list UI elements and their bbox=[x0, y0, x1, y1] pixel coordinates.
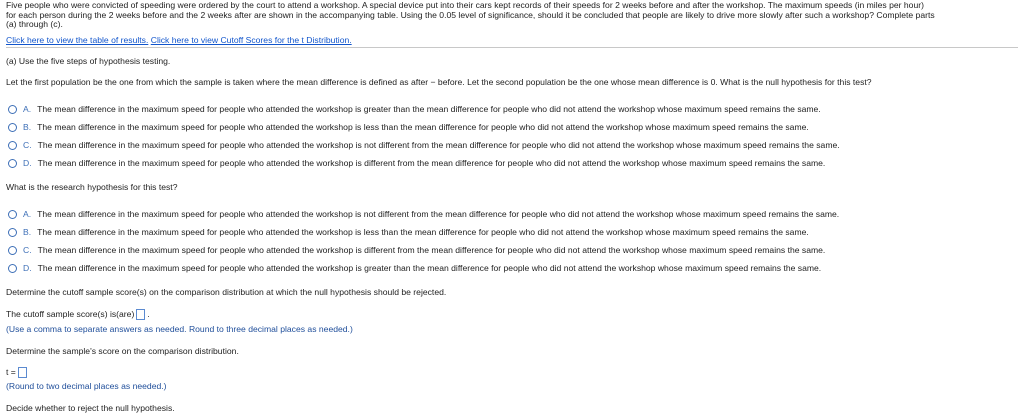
resource-links bbox=[6, 35, 352, 45]
radio-button[interactable] bbox=[8, 159, 17, 168]
radio-button[interactable] bbox=[8, 210, 17, 219]
research-option-c[interactable] bbox=[8, 244, 825, 256]
problem-statement bbox=[6, 1, 1018, 30]
null-hypothesis-question: Let the first population be the one from which the sample is taken where the mean difference is defined as after − before. Let the second population be the one whose mean difference is 0. What is the null hypothesis for this test? bbox=[6, 77, 872, 87]
decide-question: Decide whether to reject the null hypothesis. bbox=[6, 403, 175, 413]
null-option-c[interactable] bbox=[8, 139, 840, 151]
research-option-d[interactable] bbox=[8, 262, 821, 274]
option-text: The mean difference in the maximum speed for people who attended the workshop is less than the mean difference for people who did not attend the workshop whose maximum speed remains the same. bbox=[37, 122, 809, 132]
cutoff-hint: (Use a comma to separate answers as needed. Round to three decimal places as needed.) bbox=[6, 324, 353, 334]
problem-line-2: for each person during the 2 weeks before and the 2 weeks after are shown in the accompanying table. Using the 0.05 level of significance, should it be concluded that people are likely to drive more slowly after such a workshop? Complete parts bbox=[6, 9, 935, 20]
t-prefix: t = bbox=[6, 367, 16, 377]
view-table-link[interactable]: Click here to view the table of results. bbox=[6, 35, 149, 45]
research-option-b[interactable] bbox=[8, 226, 809, 238]
null-option-d[interactable] bbox=[8, 157, 825, 169]
radio-button[interactable] bbox=[8, 105, 17, 114]
option-letter: B. bbox=[23, 227, 32, 237]
option-letter: A. bbox=[23, 209, 32, 219]
cutoff-question: Determine the cutoff sample score(s) on the comparison distribution at which the null hypothesis should be rejected. bbox=[6, 287, 447, 297]
null-option-a[interactable] bbox=[8, 103, 821, 115]
option-text: The mean difference in the maximum speed for people who attended the workshop is greater than the mean difference for people who did not attend the workshop whose maximum speed remains the same. bbox=[37, 104, 821, 114]
problem-line-3: (a) through (c). bbox=[6, 19, 63, 30]
t-answer-input[interactable] bbox=[18, 367, 27, 378]
radio-button[interactable] bbox=[8, 246, 17, 255]
cutoff-answer-input[interactable] bbox=[136, 309, 145, 320]
option-text: The mean difference in the maximum speed for people who attended the workshop is not different from the mean difference for people who did not attend the workshop whose maximum speed remains the same. bbox=[37, 209, 840, 219]
problem-line-1: Five people who were convicted of speeding were ordered by the court to attend a workshop. A special device put into their cars kept records of their speeds for 2 weeks before and after the workshop. The maximum speeds (in miles per hour) bbox=[6, 0, 924, 10]
cutoff-answer-row bbox=[6, 308, 150, 321]
option-letter: D. bbox=[23, 158, 32, 168]
option-letter: C. bbox=[23, 245, 32, 255]
research-option-a[interactable] bbox=[8, 208, 839, 220]
option-letter: D. bbox=[23, 263, 32, 273]
option-text: The mean difference in the maximum speed for people who attended the workshop is not different from the mean difference for people who did not attend the workshop whose maximum speed remains the same. bbox=[37, 140, 840, 150]
option-text: The mean difference in the maximum speed for people who attended the workshop is greater than the mean difference for people who did not attend the workshop whose maximum speed remains the same. bbox=[37, 263, 822, 273]
cutoff-suffix: . bbox=[147, 309, 150, 319]
null-option-b[interactable] bbox=[8, 121, 809, 133]
sample-score-question: Determine the sample's score on the comparison distribution. bbox=[6, 346, 239, 356]
t-hint: (Round to two decimal places as needed.) bbox=[6, 381, 167, 391]
option-letter: A. bbox=[23, 104, 32, 114]
cutoff-prefix: The cutoff sample score(s) is(are) bbox=[6, 309, 135, 319]
section-divider bbox=[6, 47, 1018, 48]
option-text: The mean difference in the maximum speed for people who attended the workshop is less than the mean difference for people who did not attend the workshop whose maximum speed remains the same. bbox=[37, 227, 809, 237]
research-hypothesis-question: What is the research hypothesis for this test? bbox=[6, 182, 178, 192]
option-text: The mean difference in the maximum speed for people who attended the workshop is different from the mean difference for people who did not attend the workshop whose maximum speed remains the same. bbox=[37, 245, 826, 255]
radio-button[interactable] bbox=[8, 123, 17, 132]
radio-button[interactable] bbox=[8, 264, 17, 273]
radio-button[interactable] bbox=[8, 141, 17, 150]
option-letter: C. bbox=[23, 140, 32, 150]
radio-button[interactable] bbox=[8, 228, 17, 237]
view-cutoff-scores-link[interactable]: Click here to view Cutoff Scores for the t Distribution. bbox=[150, 35, 352, 45]
option-text: The mean difference in the maximum speed for people who attended the workshop is different from the mean difference for people who did not attend the workshop whose maximum speed remains the same. bbox=[37, 158, 826, 168]
t-answer-row bbox=[6, 366, 29, 379]
option-letter: B. bbox=[23, 122, 32, 132]
part-a-title: (a) Use the five steps of hypothesis testing. bbox=[6, 56, 171, 66]
